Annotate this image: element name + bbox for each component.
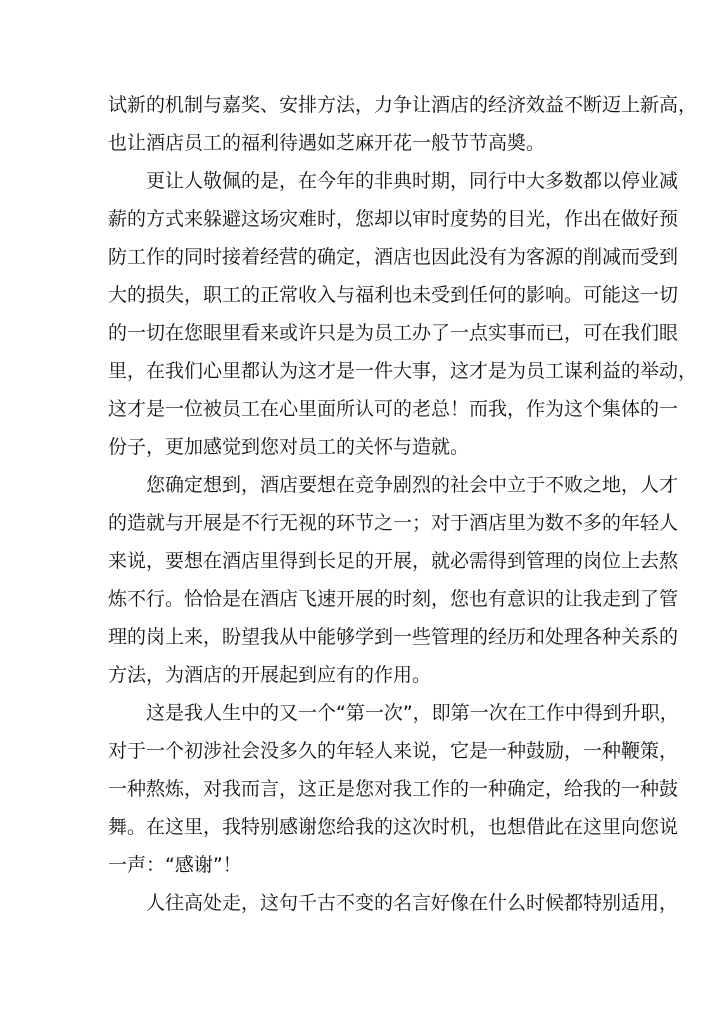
text-line: 这才是一位被员工在心里面所认可的老总！而我，作为这个集体的一 [108,398,679,420]
body-text [108,86,698,922]
text-line: 也让酒店员工的福利待遇如芝麻开花一般节节高奬。 [108,132,546,154]
text-line: 方法，为酒店的开展起到应有的作用。 [108,664,432,686]
text-line: 试新的机制与嘉奖、安排方法，力争让酒店的经济效益不断迈上新高， [108,94,698,116]
text-line: 一种熬炼，对我而言，这正是您对我工作的一种确定，给我的一种鼓 [108,778,679,800]
text-line: 里，在我们心里都认为这才是一件大事，这才是为员工谋利益的举动， [108,360,698,382]
text-line: 理的岗上来，盼望我从中能够学到一些管理的经历和处理各种关系的 [108,626,679,648]
text-line: 对于一个初涉社会没多久的年轻人来说，它是一种鼓励，一种鞭策， [108,740,679,762]
text-line: 防工作的同时接着经营的确定，酒店也因此没有为客源的削减而受到 [108,246,679,268]
text-line: 大的损失，职工的正常收入与福利也未受到任何的影响。可能这一切 [108,284,679,306]
paragraph-start-line: 更让人敬佩的是，在今年的非典时期，同行中大多数都以停业减 [146,170,679,192]
text-line: 来说，要想在酒店里得到长足的开展，就必需得到管理的岗位上去熬 [108,550,679,572]
text-line: 薪的方式来躲避这场灾难时，您却以审时度势的目光，作出在做好预 [108,208,679,230]
text-line: 舞。在这里，我特别感谢您给我的这次时机，也想借此在这里向您说 [108,816,679,838]
text-line: 一声：“感谢”！ [108,854,242,876]
text-line: 的一切在您眼里看来或许只是为员工办了一点实事而已，可在我们眼 [108,322,679,344]
paragraph-start-line: 人往高处走，这句千古不变的名言好像在什么时候都特别适用， [146,892,679,914]
paragraph-start-line: 这是我人生中的又一个“第一次”，即第一次在工作中得到升职， [146,702,679,724]
text-line: 的造就与开展是不行无视的环节之一；对于酒店里为数不多的年轻人 [108,512,679,534]
text-line: 炼不行。恰恰是在酒店飞速开展的时刻，您也有意识的让我走到了管 [108,588,679,610]
text-line: 份子，更加感觉到您对员工的关怀与造就。 [108,436,470,458]
paragraph-start-line: 您确定想到，酒店要想在竞争剧烈的社会中立于不败之地，人才 [146,474,679,496]
